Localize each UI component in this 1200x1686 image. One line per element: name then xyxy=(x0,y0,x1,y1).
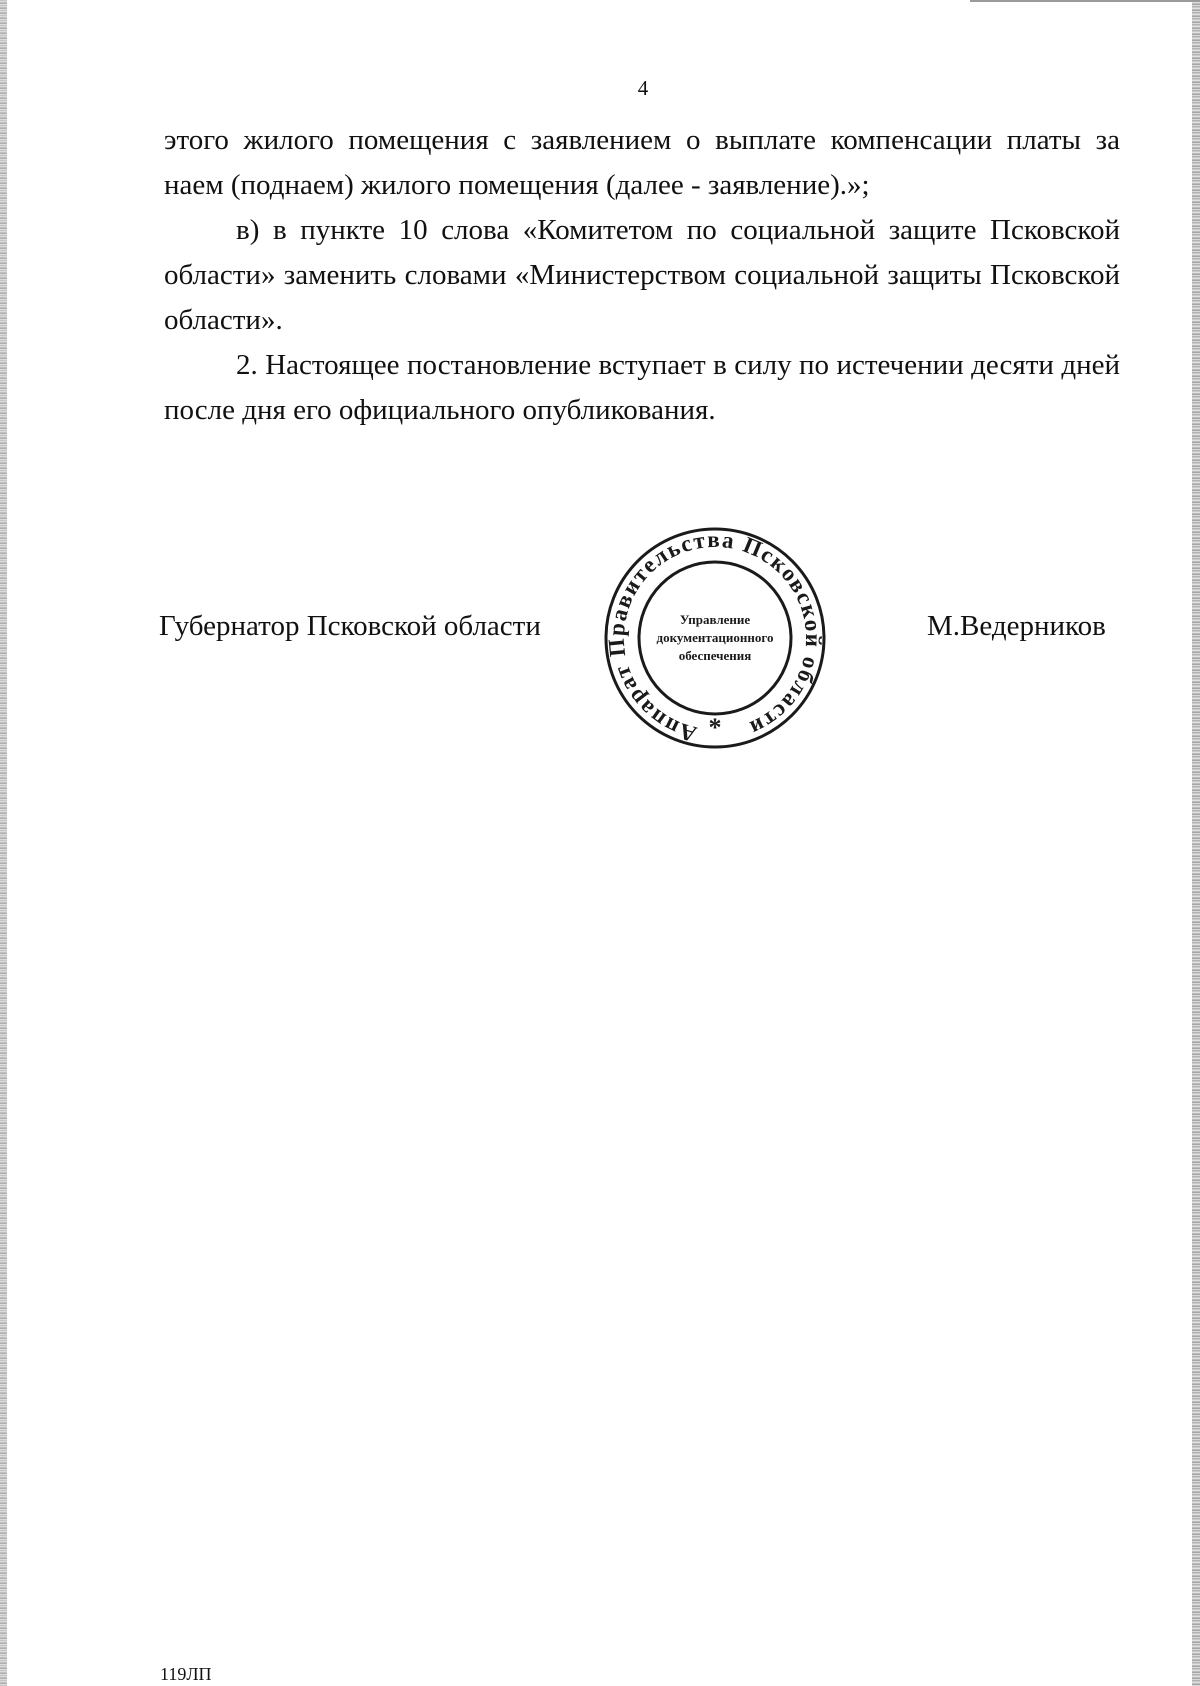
scan-edge-right xyxy=(1192,0,1200,1686)
paragraph-continuation: этого жилого помещения с заявлением о выплате компенсации платы за наем (поднаем) жилого помещения (далее - заявление).»; xyxy=(164,124,1120,201)
signature-title: Губернатор Псковской области xyxy=(159,610,541,642)
scan-edge-left xyxy=(0,0,7,1686)
page-number: 4 xyxy=(637,76,649,100)
seal-ring-textpath: Аппарат Правительства Псковской области xyxy=(603,526,827,747)
seal-center-line-2: документационного xyxy=(656,630,774,645)
seal-center-line-3: обеспечения xyxy=(678,648,752,663)
seal-stamp-icon xyxy=(602,525,828,751)
signature-name: М.Ведерников xyxy=(927,610,1106,642)
seal-center-line-1: Управление xyxy=(679,612,751,627)
paragraph-item-2: 2. Настоящее постановление вступает в силу по истечении десяти дней после дня его официального опубликования. xyxy=(164,349,1120,426)
official-seal xyxy=(602,525,828,751)
scan-edge-top xyxy=(970,0,1200,2)
seal-star: * xyxy=(708,713,722,742)
footer-code: 119ЛП xyxy=(160,1664,212,1684)
paragraph-item-v: в) в пункте 10 слова «Комитетом по социальной защите Псковской области» заменить словами «Министерством социальной защиты Псковской области». xyxy=(164,214,1120,336)
